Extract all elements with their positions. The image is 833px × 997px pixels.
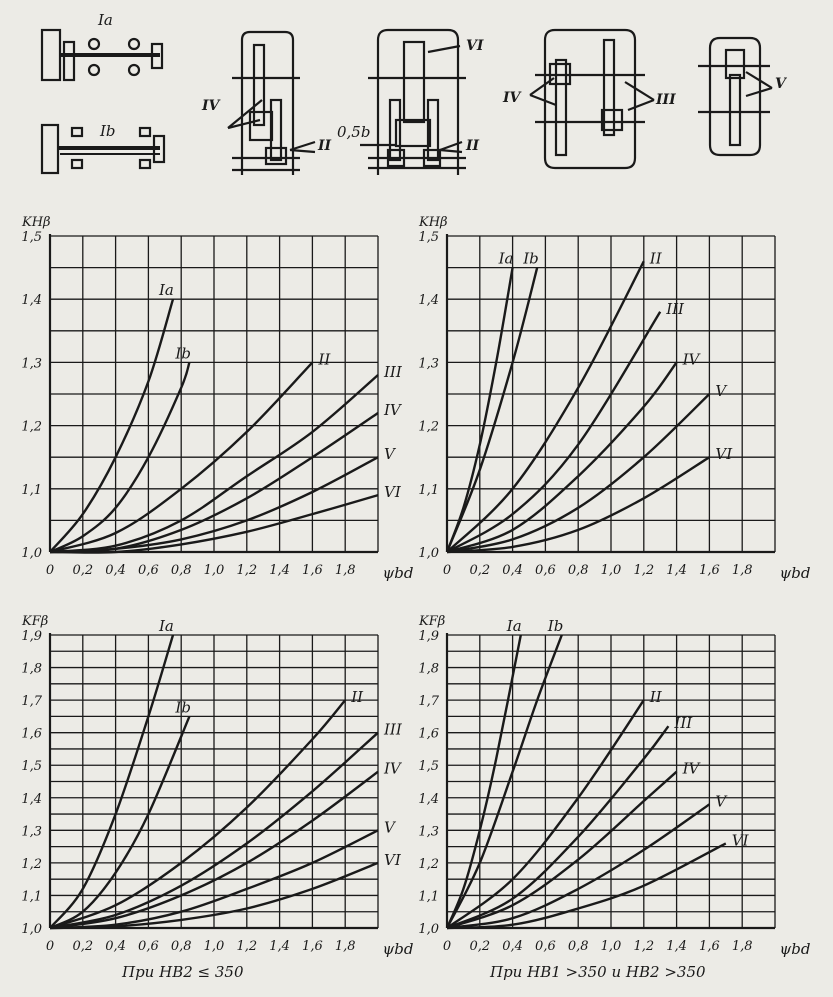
panel-1-x-tick-2: 0,4	[105, 563, 126, 578]
diagram-five-label-v: V	[775, 76, 786, 92]
panel-3-series-label-vi: VI	[384, 850, 401, 869]
panel-1-y-tick-1: 1,1	[21, 482, 42, 498]
diagram-four-label-iii: III	[656, 92, 676, 108]
panel-3-x-tick-0: 0	[45, 939, 55, 954]
panel-3-x-label: ψbd	[382, 940, 414, 958]
panel-2-y-tick-3: 1,3	[418, 356, 439, 372]
panel-1-x-tick-5: 1,0	[203, 563, 225, 578]
panel-1-x-tick-3: 0,6	[138, 563, 159, 578]
panel-2-x-tick-5: 1,0	[600, 563, 622, 578]
panel-2-x-tick-9: 1,8	[731, 563, 753, 578]
panel-2-y-tick-1: 1,1	[418, 482, 439, 498]
panel-2-series-label-v: V	[715, 382, 727, 400]
panel-4-y-tick-7: 1,7	[418, 694, 439, 710]
panel-4-x-tick-7: 1,4	[666, 939, 687, 954]
panel-4-x-tick-5: 1,0	[600, 939, 622, 954]
panel-1-y-tick-0: 1,0	[21, 546, 42, 561]
panel-4-y-tick-3: 1,3	[418, 824, 439, 840]
panel-3-x-tick-7: 1,4	[269, 939, 290, 954]
panel-4-x-tick-0: 0	[442, 939, 452, 954]
panel-1-x-tick-9: 1,8	[334, 563, 356, 578]
caption-right: При HB1 >350 и HB2 >350	[490, 963, 706, 981]
panel-3-y-tick-0: 1,0	[21, 922, 42, 937]
panel-1-y-tick-5: 1,5	[21, 230, 42, 245]
panel-3-y-tick-4: 1,4	[21, 791, 42, 807]
panel-2-x-tick-2: 0,4	[502, 563, 523, 578]
panel-2-series-iii	[447, 312, 660, 552]
panel-1-y-tick-2: 1,2	[21, 419, 42, 435]
panel-1-x-tick-4: 0,8	[170, 563, 192, 578]
diagram-ib	[42, 122, 164, 173]
panel-1-series-label-v: V	[384, 445, 395, 464]
panel-3-series-label-iv: IV	[384, 759, 401, 778]
panel-1-x-tick-0: 0	[45, 563, 55, 578]
panel-3-y-tick-2: 1,2	[21, 856, 42, 872]
panel-4-x-label: ψbd	[779, 940, 811, 958]
panel-1-y-label: KHβ	[22, 215, 51, 230]
panel-2-y-tick-4: 1,4	[418, 293, 439, 309]
panel-3-x-tick-4: 0,8	[170, 939, 192, 954]
chart-khb-hb-gt-350	[418, 215, 810, 582]
panel-3-series-label-ii: II	[351, 688, 364, 707]
diagram-two-label-iv: IV	[202, 98, 220, 114]
panel-3-y-label: KFβ	[22, 614, 49, 629]
panel-4-x-tick-8: 1,6	[699, 939, 720, 954]
panel-4-y-tick-5: 1,5	[418, 759, 439, 775]
panel-4-x-tick-3: 0,6	[535, 939, 556, 954]
panel-2-series-label-iii: III	[666, 299, 684, 318]
panel-4-y-label: KFβ	[419, 614, 446, 629]
panel-2-x-tick-6: 1,2	[633, 563, 655, 578]
panel-3-y-tick-9: 1,9	[21, 629, 42, 644]
panel-2-series-label-ia: Ia	[498, 249, 514, 268]
panel-3-series-label-ib: Ib	[175, 698, 191, 717]
panel-4-series-label-ib: Ib	[547, 617, 564, 635]
panel-2-y-tick-0: 1,0	[418, 546, 439, 561]
panel-3-y-tick-7: 1,7	[21, 694, 42, 710]
panel-4-x-tick-6: 1,2	[633, 939, 655, 954]
panel-1-y-tick-3: 1,3	[21, 356, 42, 372]
panel-1-series-label-ii: II	[318, 350, 331, 369]
panel-4-x-tick-4: 0,8	[567, 939, 589, 954]
panel-2-series-label-vi: VI	[715, 445, 733, 464]
panel-2-y-tick-5: 1,5	[418, 230, 439, 245]
panel-1-series-label-ib: Ib	[175, 344, 191, 363]
panel-2-x-tick-0: 0	[442, 563, 452, 578]
panel-2-series-label-iv: IV	[682, 350, 700, 369]
panel-4-y-tick-4: 1,4	[418, 791, 439, 807]
panel-1-x-tick-7: 1,4	[269, 563, 290, 578]
gearbox-schematics	[42, 11, 788, 175]
panel-4-y-tick-1: 1,1	[418, 889, 439, 905]
caption-left: При HB2 ≤ 350	[122, 963, 244, 981]
diagram-ia	[42, 11, 162, 80]
diagram-two-stage-c	[502, 30, 676, 168]
panel-3-y-tick-5: 1,5	[21, 759, 42, 775]
panel-2-x-tick-1: 0,2	[469, 563, 491, 578]
panel-1-series-label-iv: IV	[384, 400, 401, 419]
panel-4-y-tick-0: 1,0	[418, 922, 439, 937]
chart-khb-hb-le-350	[21, 215, 413, 582]
panel-1-x-tick-1: 0,2	[72, 563, 94, 578]
panel-2-x-label: ψbd	[779, 564, 811, 582]
panel-4-y-tick-6: 1,6	[418, 726, 439, 742]
diagram-three-label-vi: VI	[466, 38, 484, 54]
panel-3-series-label-v: V	[384, 818, 395, 837]
panel-3-y-tick-3: 1,3	[21, 824, 42, 840]
panel-4-y-tick-9: 1,9	[418, 629, 439, 644]
diagram-three-label-half-b: 0,5b	[337, 123, 371, 141]
panel-2-series-label-ib: Ib	[523, 249, 539, 268]
panel-3-y-tick-8: 1,8	[21, 661, 42, 677]
panel-3-x-tick-2: 0,4	[105, 939, 126, 954]
panel-4-y-tick-8: 1,8	[418, 661, 439, 677]
panel-3-y-tick-6: 1,6	[21, 726, 42, 742]
panel-3-x-tick-9: 1,8	[334, 939, 356, 954]
panel-2-x-tick-8: 1,6	[699, 563, 720, 578]
panel-1-y-tick-4: 1,4	[21, 293, 42, 309]
panel-2-series-label-ii: II	[649, 249, 662, 268]
panel-4-series-label-v: V	[715, 792, 727, 811]
panel-2-x-tick-3: 0,6	[535, 563, 556, 578]
panel-1-x-label: ψbd	[382, 564, 414, 582]
panel-2-y-label: KHβ	[419, 215, 448, 230]
panel-2-x-tick-7: 1,4	[666, 563, 687, 578]
panel-1-grid	[50, 236, 378, 552]
panel-4-series-label-iii: III	[674, 714, 693, 733]
panel-1-series-label-iii: III	[384, 363, 402, 382]
panel-3-x-tick-8: 1,6	[302, 939, 323, 954]
panel-4-x-tick-9: 1,8	[731, 939, 753, 954]
panel-1-x-tick-8: 1,6	[302, 563, 323, 578]
diagram-three-label-ii: II	[466, 138, 480, 154]
panel-4-series-label-vi: VI	[731, 831, 749, 850]
diagram-two-stage-b	[337, 30, 484, 175]
panel-4-series-label-ia: Ia	[506, 617, 522, 635]
diagram-two-label-ii: II	[318, 138, 332, 154]
diagram-two-stage-a	[201, 32, 332, 175]
diagram-ib-label: Ib	[100, 122, 116, 140]
panel-4-y-tick-2: 1,2	[418, 856, 439, 872]
panel-4-x-tick-1: 0,2	[469, 939, 491, 954]
chart-kfb-hb-gt-350	[418, 614, 810, 958]
diagram-single-stage	[698, 38, 788, 155]
panel-4-series-label-ii: II	[649, 688, 662, 707]
panel-4-grid	[447, 635, 775, 928]
panel-4-x-tick-2: 0,4	[502, 939, 523, 954]
panel-3-x-tick-1: 0,2	[72, 939, 94, 954]
panel-3-series-label-ia: Ia	[159, 617, 174, 635]
panel-3-x-tick-5: 1,0	[203, 939, 225, 954]
diagram-four-label-iv: IV	[503, 90, 521, 106]
panel-3-x-tick-6: 1,2	[236, 939, 258, 954]
panel-4-series-label-iv: IV	[682, 759, 700, 778]
panel-3-y-tick-1: 1,1	[21, 889, 42, 905]
panel-2-x-tick-4: 0,8	[567, 563, 589, 578]
panel-2-y-tick-2: 1,2	[418, 419, 439, 435]
panel-3-x-tick-3: 0,6	[138, 939, 159, 954]
panel-1-series-label-ia: Ia	[159, 281, 174, 300]
chart-kfb-hb-le-350	[21, 614, 413, 958]
panel-3-series-ib	[50, 716, 189, 928]
panel-3-series-label-iii: III	[384, 720, 402, 739]
panel-1-x-tick-6: 1,2	[236, 563, 258, 578]
panel-1-series-label-vi: VI	[384, 483, 401, 502]
panel-2-series-ib	[447, 268, 537, 552]
diagram-ia-label: Ia	[98, 11, 113, 29]
